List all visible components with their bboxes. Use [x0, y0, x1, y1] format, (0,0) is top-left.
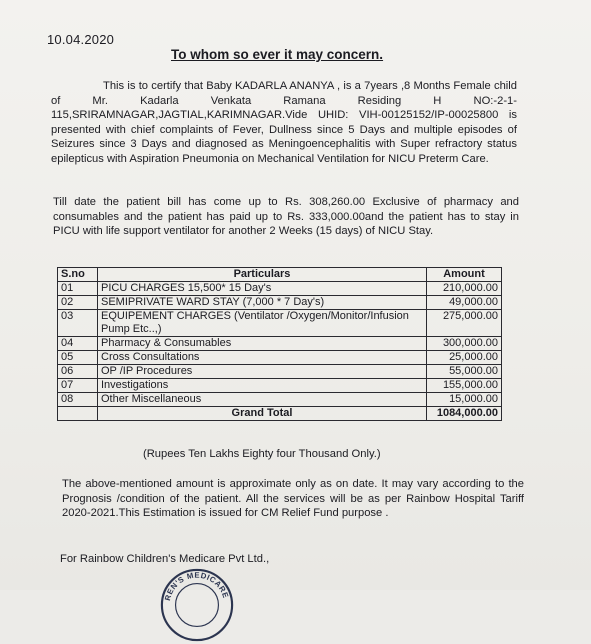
header-sno: S.no [58, 268, 98, 282]
grand-total-amount: 1084,000.00 [427, 407, 502, 421]
row-amount: 55,000.00 [427, 365, 502, 379]
row-amount: 155,000.00 [427, 379, 502, 393]
svg-text:REN'S MEDICARE: REN'S MEDICARE [163, 570, 231, 602]
row-sno: 07 [58, 379, 98, 393]
row-sno: 01 [58, 282, 98, 296]
table-header-row [58, 268, 502, 282]
row-sno: 08 [58, 393, 98, 407]
signatory-line: For Rainbow Children's Medicare Pvt Ltd., [60, 553, 270, 565]
row-particulars: Cross Consultations [98, 351, 427, 365]
table-row [58, 310, 502, 337]
letter-date: 10.04.2020 [47, 32, 115, 47]
row-amount: 300,000.00 [427, 337, 502, 351]
row-sno: 02 [58, 296, 98, 310]
grand-total-row [58, 407, 502, 421]
row-amount: 25,000.00 [427, 351, 502, 365]
bill-status-paragraph: Till date the patient bill has come up to Rs. 308,260.00 Exclusive of pharmacy and consumables and the patient has paid up to Rs. 333,000.00and the patient has to stay in PICU with life support ventilator for another 2 Weeks (15 days) of NICU Stay. [53, 196, 519, 238]
row-amount: 49,000.00 [427, 296, 502, 310]
table-row [58, 365, 502, 379]
header-amount: Amount [427, 268, 502, 282]
row-sno: 05 [58, 351, 98, 365]
row-sno: 06 [58, 365, 98, 379]
table-row [58, 282, 502, 296]
header-particulars: Particulars [98, 268, 427, 282]
row-amount: 15,000.00 [427, 393, 502, 407]
row-particulars: EQUIPEMENT CHARGES (Ventilator /Oxygen/Monitor/Infusion Pump Etc..,) [98, 310, 427, 337]
certification-text: This is to certify that Baby KADARLA ANANYA , is a 7years ,8 Months Female child of Mr. Kadarla Venkata Ramana Residing H NO:-2-1-115,SRIRAMNAGAR,JAGTIAL,KARIMNAGAR.Vide UHID: VIH-00125152/IP-00025800 is presented with chief complaints of Fever, Dullness since 5 Days and multiple episodes of Seizures since 3 Days and diagnosed as Meningoencephalitis with Super refractory status epilepticus with Aspiration Pneumonia on Mechanical Ventilation for NICU Preterm Care. [51, 80, 517, 165]
row-particulars: PICU CHARGES 15,500* 15 Day's [98, 282, 427, 296]
grand-total-empty-cell [58, 407, 98, 421]
row-sno: 04 [58, 337, 98, 351]
row-particulars: SEMIPRIVATE WARD STAY (7,000 * 7 Day's) [98, 296, 427, 310]
grand-total-label: Grand Total [98, 407, 427, 421]
row-particulars: Pharmacy & Consumables [98, 337, 427, 351]
amount-in-words: (Rupees Ten Lakhs Eighty four Thousand Only.) [143, 448, 381, 460]
table-row [58, 351, 502, 365]
table-row [58, 296, 502, 310]
row-amount: 275,000.00 [427, 310, 502, 337]
hospital-seal-stamp [158, 566, 236, 644]
table-row [58, 379, 502, 393]
row-amount: 210,000.00 [427, 282, 502, 296]
table-row [58, 337, 502, 351]
row-particulars: Other Miscellaneous [98, 393, 427, 407]
letter-heading: To whom so ever it may concern. [171, 47, 384, 62]
certification-paragraph [51, 79, 517, 167]
row-particulars: Investigations [98, 379, 427, 393]
row-sno: 03 [58, 310, 98, 337]
charges-table [57, 267, 502, 421]
table-row [58, 393, 502, 407]
row-particulars: OP /IP Procedures [98, 365, 427, 379]
disclaimer-paragraph: The above-mentioned amount is approximate only as on date. It may vary according to the Prognosis /condition of the patient. All the services will be as per Rainbow Hospital Tariff 2020-2021.This Estimation is issued for CM Relief Fund purpose . [62, 478, 524, 520]
